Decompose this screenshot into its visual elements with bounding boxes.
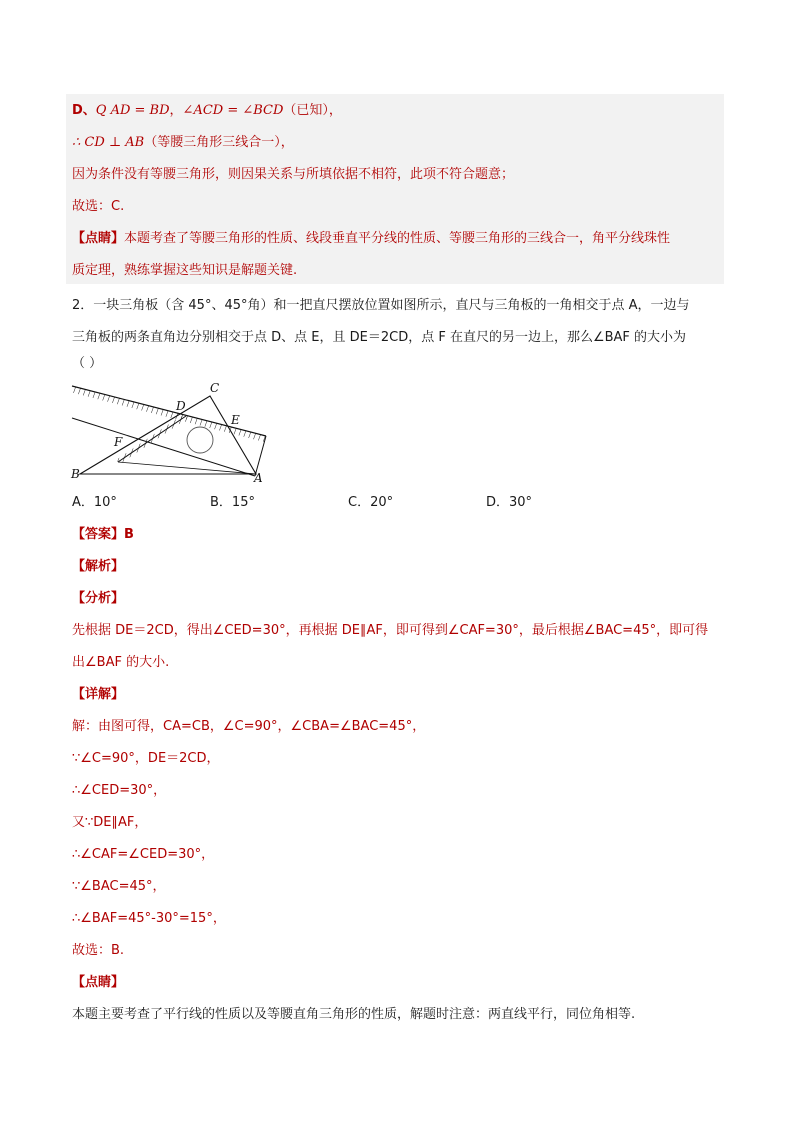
xiangjie-tag: 【详解】 — [72, 687, 125, 702]
triangle-abc — [80, 396, 256, 474]
jiexi-tag: 【解析】 — [72, 559, 125, 574]
ruler-right-end — [255, 436, 266, 476]
option-a[interactable]: A．10° — [72, 495, 117, 510]
step-1: 解：由图可得，CA=CB，∠C=90°，∠CBA=∠BAC=45°， — [72, 719, 426, 734]
question-line-2: 三角板的两条直角边分别相交于点 D、点 E，且 DE＝2CD，点 F 在直尺的另一边上，那么∠BAF 的大小为 — [72, 330, 687, 345]
step-8: 故选：B. — [72, 943, 125, 958]
step-5: ∴∠CAF=∠CED=30°， — [72, 847, 215, 862]
label-e: E — [231, 413, 240, 427]
prev-option-d-prefix: D、 — [72, 103, 96, 118]
step-2: ∵∠C=90°，DE＝2CD， — [72, 751, 220, 766]
prev-sep: ， — [169, 103, 183, 118]
prev-math-ad-bd: Q AD = BD — [95, 103, 170, 118]
label-f: F — [114, 435, 123, 449]
step-7: ∴∠BAF=45°-30°=15°， — [72, 911, 226, 926]
answer-value: B — [124, 527, 134, 542]
step-3: ∴∠CED=30°， — [72, 783, 167, 798]
prev-conclusion-line — [72, 133, 294, 153]
step-6: ∵∠BAC=45°， — [72, 879, 166, 894]
label-c: C — [210, 381, 220, 395]
prev-dianjing-tag: 【点睛】 — [72, 231, 125, 246]
prev-dianjing-text-2: 质定理，熟练掌握这些知识是解题关键. — [72, 263, 298, 278]
ruler-hole — [187, 427, 213, 453]
geometry-figure — [68, 378, 288, 486]
prev-note-reason: （等腰三角形三线合一）， — [144, 135, 294, 150]
prev-choice: 故选：C. — [72, 199, 125, 214]
label-a: A — [254, 471, 263, 485]
prev-option-d-line — [72, 101, 342, 121]
prev-math-perp: ∴ CD ⊥ AB — [72, 135, 145, 150]
label-d: D — [176, 399, 186, 413]
prev-note-known: （已知）， — [283, 103, 342, 118]
answer-line — [72, 525, 134, 545]
prev-dianjing-text: 本题考查了等腰三角形的性质、线段垂直平分线的性质、等腰三角形的三线合一，角平分线珠性 — [124, 231, 671, 246]
option-b[interactable]: B．15° — [210, 495, 255, 510]
fenxi-line-1: 先根据 DE＝2CD，得出∠CED=30°，再根据 DE∥AF，即可得到∠CAF=30°，最后根据∠BAC=45°，即可得 — [72, 623, 709, 638]
option-d[interactable]: D．30° — [486, 495, 533, 510]
previous-solution-box — [66, 94, 724, 284]
prev-explanation: 因为条件没有等腰三角形，则因果关系与所填依据不相符，此项不符合题意； — [72, 167, 515, 182]
option-c[interactable]: C．20° — [348, 495, 394, 510]
prev-math-angles: ∠ACD = ∠BCD — [182, 103, 284, 118]
question-line-1: 2．一块三角板（含 45°、45°角）和一把直尺摆放位置如图所示，直尺与三角板的一角相交于点 A，一边与 — [72, 298, 690, 313]
question-blank: （ ） — [72, 356, 103, 371]
step-4: 又∵DE∥AF， — [72, 815, 148, 830]
line-af — [118, 462, 256, 474]
fenxi-line-2: 出∠BAF 的大小. — [72, 655, 170, 670]
dianjing-tag: 【点睛】 — [72, 975, 125, 990]
line-fd — [118, 416, 186, 462]
fenxi-tag: 【分析】 — [72, 591, 125, 606]
answer-tag: 【答案】 — [72, 527, 125, 542]
prev-dianjing-line — [72, 229, 670, 249]
dianjing-text: 本题主要考查了平行线的性质以及等腰直角三角形的性质，解题时注意：两直线平行，同位角相等. — [72, 1007, 636, 1022]
label-b: B — [71, 467, 80, 481]
